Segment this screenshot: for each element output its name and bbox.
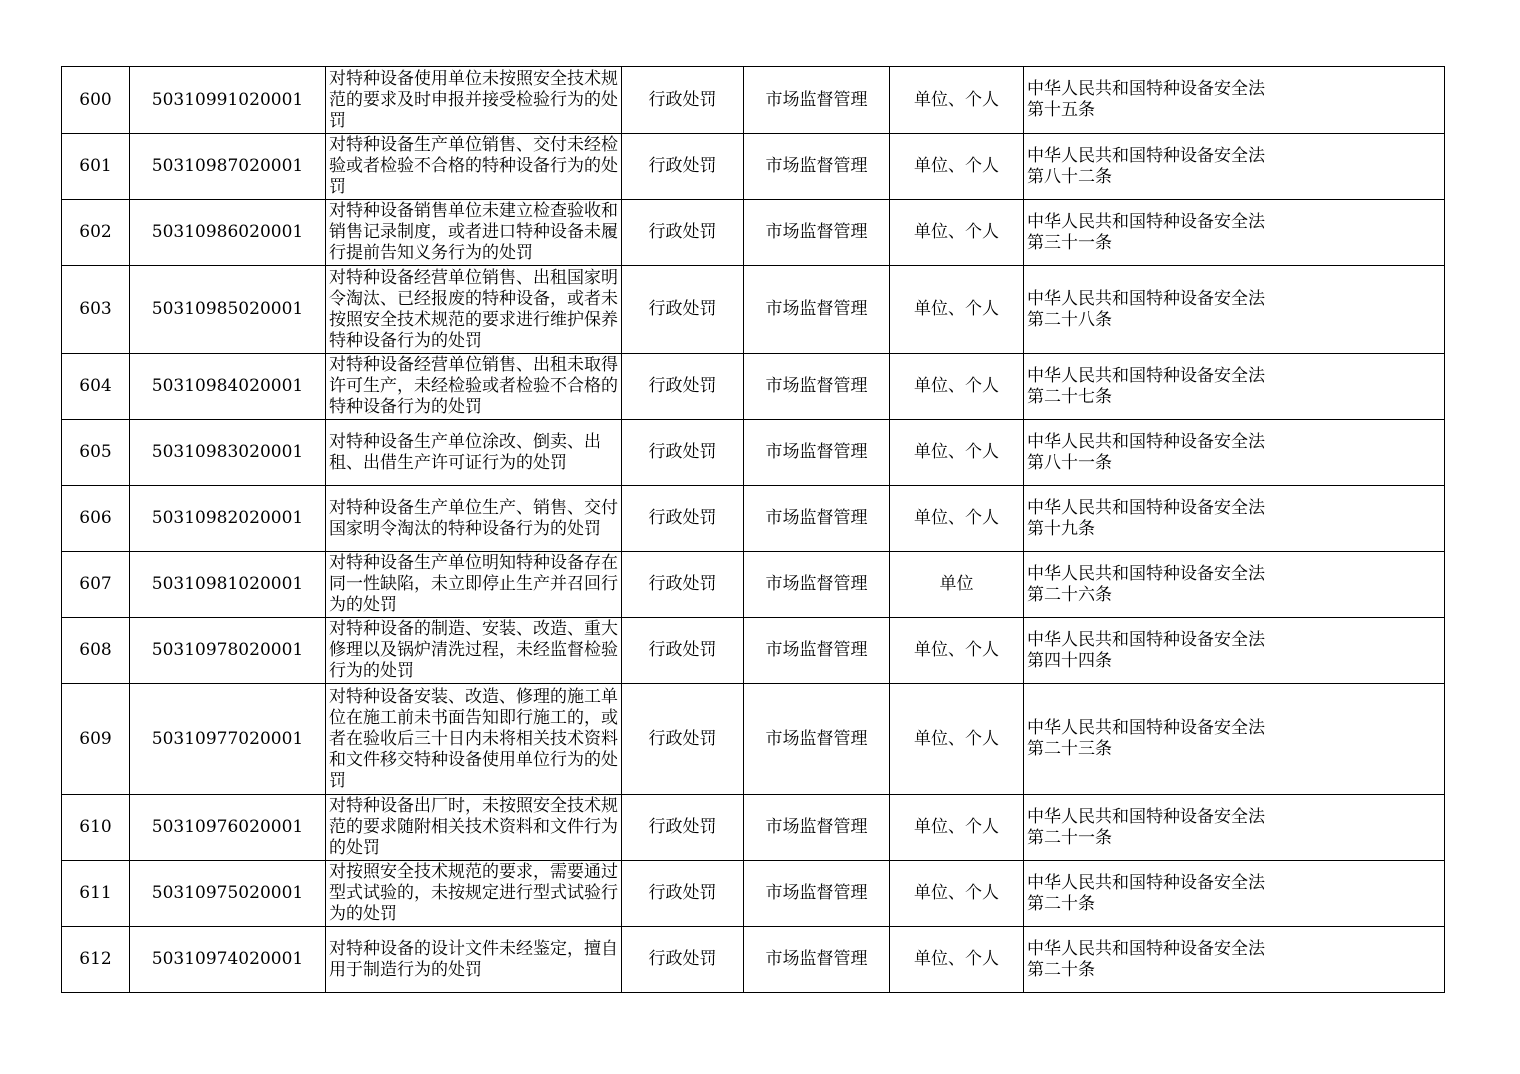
department: 市场监督管理 <box>744 861 890 927</box>
table-row <box>62 67 1445 134</box>
item-code: 50310974020001 <box>130 927 326 993</box>
legal-basis <box>1024 795 1445 861</box>
power-type: 行政处罚 <box>622 486 744 552</box>
target-object: 单位、个人 <box>890 486 1024 552</box>
target-object: 单位、个人 <box>890 67 1024 134</box>
target-object: 单位、个人 <box>890 927 1024 993</box>
item-code: 50310976020001 <box>130 795 326 861</box>
basis-article: 第二十六条 <box>1027 584 1112 605</box>
target-object: 单位、个人 <box>890 420 1024 486</box>
row-number: 605 <box>62 420 130 486</box>
power-type: 行政处罚 <box>622 420 744 486</box>
target-object: 单位、个人 <box>890 618 1024 684</box>
target-object: 单位、个人 <box>890 200 1024 266</box>
basis-law: 中华人民共和国特种设备安全法 <box>1027 431 1265 452</box>
table-row <box>62 795 1445 861</box>
row-number: 609 <box>62 684 130 795</box>
target-object: 单位 <box>890 552 1024 618</box>
power-type: 行政处罚 <box>622 134 744 200</box>
legal-basis <box>1024 67 1445 134</box>
item-code: 50310991020001 <box>130 67 326 134</box>
item-code: 50310986020001 <box>130 200 326 266</box>
item-name: 对特种设备经营单位销售、出租国家明令淘汰、已经报废的特种设备，或者未按照安全技术规范的要求进行维护保养特种设备行为的处罚 <box>326 266 622 354</box>
item-name: 对特种设备的设计文件未经鉴定，擅自用于制造行为的处罚 <box>326 927 622 993</box>
table-body <box>62 67 1445 993</box>
legal-basis <box>1024 486 1445 552</box>
basis-article: 第十五条 <box>1027 100 1095 120</box>
item-name: 对特种设备的制造、安装、改造、重大修理以及锅炉清洗过程，未经监督检验行为的处罚 <box>326 618 622 684</box>
power-type: 行政处罚 <box>622 795 744 861</box>
basis-law: 中华人民共和国特种设备安全法 <box>1027 211 1265 232</box>
department: 市场监督管理 <box>744 927 890 993</box>
basis-law: 中华人民共和国特种设备安全法 <box>1027 872 1265 893</box>
basis-law: 中华人民共和国特种设备安全法 <box>1027 365 1265 386</box>
basis-law: 中华人民共和国特种设备安全法 <box>1027 288 1265 309</box>
item-name: 对特种设备安装、改造、修理的施工单位在施工前未书面告知即行施工的，或者在验收后三十日内未将相关技术资料和文件移交特种设备使用单位行为的处罚 <box>326 684 622 795</box>
row-number: 606 <box>62 486 130 552</box>
item-code: 50310977020001 <box>130 684 326 795</box>
table-row <box>62 200 1445 266</box>
department: 市场监督管理 <box>744 134 890 200</box>
power-type: 行政处罚 <box>622 618 744 684</box>
basis-article: 第八十二条 <box>1027 166 1112 187</box>
item-name: 对特种设备经营单位销售、出租未取得许可生产，未经检验或者检验不合格的特种设备行为的处罚 <box>326 354 622 420</box>
table-row <box>62 266 1445 354</box>
power-type: 行政处罚 <box>622 861 744 927</box>
item-name: 对特种设备销售单位未建立检查验收和销售记录制度，或者进口特种设备未履行提前告知义务行为的处罚 <box>326 200 622 266</box>
item-code: 50310987020001 <box>130 134 326 200</box>
row-number: 610 <box>62 795 130 861</box>
item-code: 50310982020001 <box>130 486 326 552</box>
target-object: 单位、个人 <box>890 266 1024 354</box>
basis-article: 第二十八条 <box>1027 309 1112 330</box>
table-row <box>62 354 1445 420</box>
item-name: 对特种设备生产单位涂改、倒卖、出租、出借生产许可证行为的处罚 <box>326 420 622 486</box>
table-row <box>62 552 1445 618</box>
table-row <box>62 684 1445 795</box>
item-name: 对特种设备使用单位未按照安全技术规范的要求及时申报并接受检验行为的处罚 <box>326 67 622 134</box>
basis-law: 中华人民共和国特种设备安全法 <box>1027 718 1265 738</box>
legal-basis <box>1024 927 1445 993</box>
table-row <box>62 486 1445 552</box>
item-name: 对特种设备生产单位生产、销售、交付国家明令淘汰的特种设备行为的处罚 <box>326 486 622 552</box>
item-name: 对特种设备生产单位销售、交付未经检验或者检验不合格的特种设备行为的处罚 <box>326 134 622 200</box>
table-row <box>62 618 1445 684</box>
basis-article: 第八十一条 <box>1027 452 1112 473</box>
target-object: 单位、个人 <box>890 134 1024 200</box>
legal-basis <box>1024 861 1445 927</box>
basis-article: 第二十一条 <box>1027 827 1112 848</box>
department: 市场监督管理 <box>744 266 890 354</box>
table-row <box>62 420 1445 486</box>
table-row <box>62 861 1445 927</box>
basis-law: 中华人民共和国特种设备安全法 <box>1027 497 1265 518</box>
row-number: 612 <box>62 927 130 993</box>
row-number: 600 <box>62 67 130 134</box>
target-object: 单位、个人 <box>890 684 1024 795</box>
department: 市场监督管理 <box>744 618 890 684</box>
power-type: 行政处罚 <box>622 266 744 354</box>
item-code: 50310975020001 <box>130 861 326 927</box>
basis-law: 中华人民共和国特种设备安全法 <box>1027 629 1265 650</box>
row-number: 603 <box>62 266 130 354</box>
target-object: 单位、个人 <box>890 795 1024 861</box>
basis-article: 第十九条 <box>1027 518 1095 539</box>
legal-basis <box>1024 354 1445 420</box>
power-type: 行政处罚 <box>622 552 744 618</box>
basis-article: 第二十条 <box>1027 893 1095 914</box>
item-name: 对特种设备生产单位明知特种设备存在同一性缺陷，未立即停止生产并召回行为的处罚 <box>326 552 622 618</box>
department: 市场监督管理 <box>744 200 890 266</box>
item-code: 50310981020001 <box>130 552 326 618</box>
row-number: 611 <box>62 861 130 927</box>
power-type: 行政处罚 <box>622 200 744 266</box>
row-number: 601 <box>62 134 130 200</box>
item-code: 50310978020001 <box>130 618 326 684</box>
table-row <box>62 927 1445 993</box>
legal-basis <box>1024 552 1445 618</box>
legal-basis <box>1024 134 1445 200</box>
department: 市场监督管理 <box>744 684 890 795</box>
power-type: 行政处罚 <box>622 354 744 420</box>
legal-basis <box>1024 618 1445 684</box>
power-type: 行政处罚 <box>622 927 744 993</box>
item-code: 50310983020001 <box>130 420 326 486</box>
basis-law: 中华人民共和国特种设备安全法 <box>1027 145 1265 166</box>
department: 市场监督管理 <box>744 420 890 486</box>
basis-article: 第四十四条 <box>1027 650 1112 671</box>
basis-law: 中华人民共和国特种设备安全法 <box>1027 806 1265 827</box>
table-row <box>62 134 1445 200</box>
department: 市场监督管理 <box>744 354 890 420</box>
target-object: 单位、个人 <box>890 354 1024 420</box>
legal-basis <box>1024 266 1445 354</box>
basis-law: 中华人民共和国特种设备安全法 <box>1027 563 1265 584</box>
legal-basis <box>1024 420 1445 486</box>
power-type: 行政处罚 <box>622 67 744 134</box>
legal-basis <box>1024 200 1445 266</box>
department: 市场监督管理 <box>744 552 890 618</box>
target-object: 单位、个人 <box>890 861 1024 927</box>
row-number: 604 <box>62 354 130 420</box>
power-type: 行政处罚 <box>622 684 744 795</box>
basis-article: 第二十七条 <box>1027 386 1112 407</box>
basis-law: 中华人民共和国特种设备安全法 <box>1027 79 1265 99</box>
penalty-table <box>61 66 1445 993</box>
row-number: 602 <box>62 200 130 266</box>
row-number: 608 <box>62 618 130 684</box>
item-code: 50310984020001 <box>130 354 326 420</box>
legal-basis <box>1024 684 1445 795</box>
basis-article: 第三十一条 <box>1027 232 1112 253</box>
department: 市场监督管理 <box>744 795 890 861</box>
row-number: 607 <box>62 552 130 618</box>
basis-law: 中华人民共和国特种设备安全法 <box>1027 938 1265 959</box>
item-name: 对按照安全技术规范的要求，需要通过型式试验的，未按规定进行型式试验行为的处罚 <box>326 861 622 927</box>
department: 市场监督管理 <box>744 486 890 552</box>
basis-article: 第二十条 <box>1027 959 1095 980</box>
item-name: 对特种设备出厂时，未按照安全技术规范的要求随附相关技术资料和文件行为的处罚 <box>326 795 622 861</box>
department: 市场监督管理 <box>744 67 890 134</box>
item-code: 50310985020001 <box>130 266 326 354</box>
basis-article: 第二十三条 <box>1027 739 1112 759</box>
